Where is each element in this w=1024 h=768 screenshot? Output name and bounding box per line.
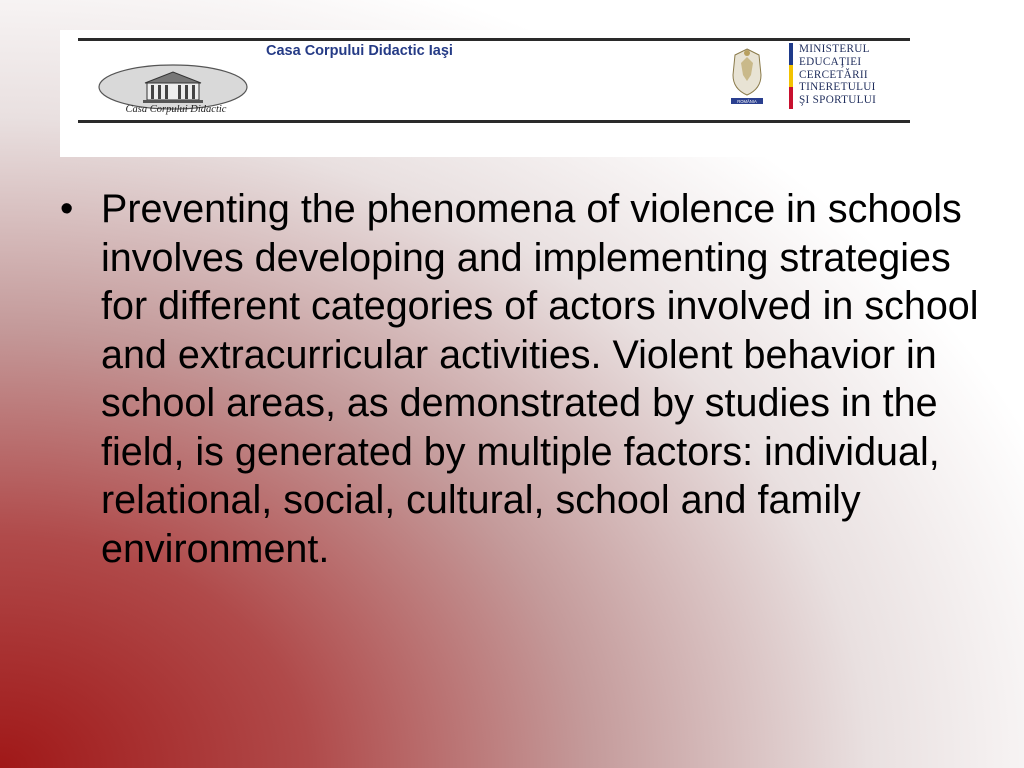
ministry-name xyxy=(799,43,876,107)
slide-header xyxy=(60,30,970,157)
bullet-marker: • xyxy=(60,188,74,230)
header-top-rule xyxy=(78,38,910,41)
ministry-line: CERCETĂRII xyxy=(799,68,868,81)
bullet-text: Preventing the phenomena of violence in schools involves developing and implementing strategies for different categories of actors involved in school and extracurricular activities. Violent behavior in school areas, as demonstrated by studies in the field, is generated by multiple factors: individual, relational, social, cultural, school and family environment. xyxy=(101,187,979,571)
bullet-item xyxy=(60,185,980,573)
romania-coat-of-arms-icon xyxy=(725,45,769,107)
emblem-caption: ROMÂNIA xyxy=(737,99,757,104)
ministry-line: EDUCAŢIEI xyxy=(799,55,862,68)
romanian-flag-bar xyxy=(789,43,793,109)
header-title: Casa Corpului Didactic Iaşi xyxy=(266,43,453,59)
ministry-line: MINISTERUL xyxy=(799,43,870,55)
ccd-logo-caption: Casa Corpului Didactic xyxy=(125,104,227,115)
slide-body xyxy=(60,185,980,573)
ministry-line: ŞI SPORTULUI xyxy=(799,94,877,107)
header-bottom-rule xyxy=(78,120,910,123)
ministry-line: TINERETULUI xyxy=(799,81,876,94)
